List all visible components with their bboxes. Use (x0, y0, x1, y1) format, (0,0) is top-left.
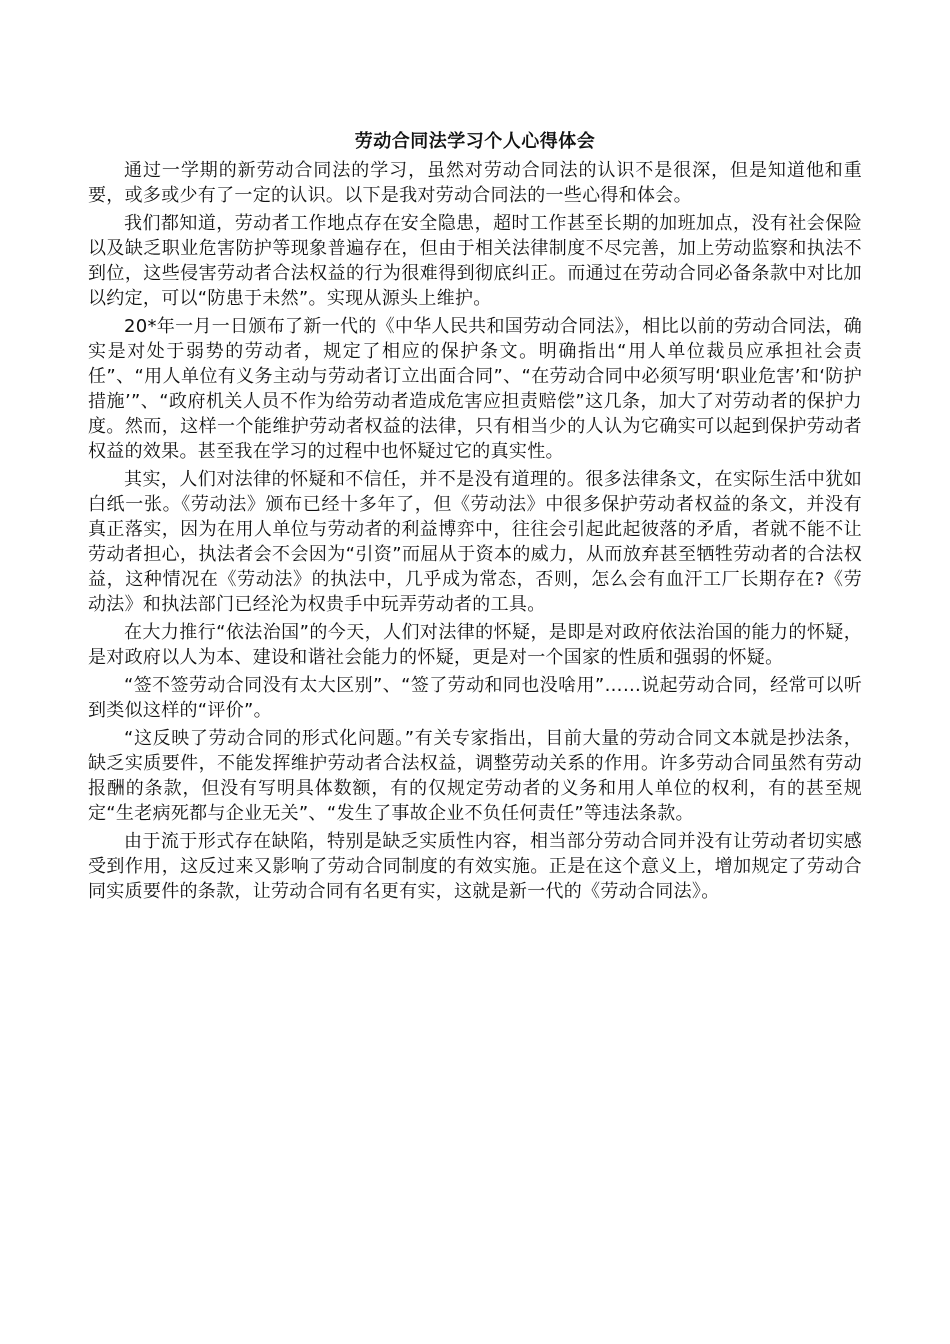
paragraph: 我们都知道，劳动者工作地点存在安全隐患，超时工作甚至长期的加班加点，没有社会保险以及缺乏职业危害防护等现象普遍存在，但由于相关法律制度不尽完善，加上劳动监察和执法不到位，这些侵害劳动者合法权益的行为很难得到彻底纠正。而通过在劳动合同必备条款中对比加以约定，可以“防患于未然”。实现从源头上维护。 (88, 213, 862, 309)
paragraph: 由于流于形式存在缺陷，特别是缺乏实质性内容，相当部分劳动合同并没有让劳动者切实感受到作用，这反过来又影响了劳动合同制度的有效实施。正是在这个意义上，增加规定了劳动合同实质要件的条款，让劳动合同有名更有实，这就是新一代的《劳动合同法》。 (88, 831, 862, 902)
document-title: 劳动合同法学习个人心得体会 (354, 131, 596, 152)
paragraph: 20*年一月一日颁布了新一代的《中华人民共和国劳动合同法》，相比以前的劳动合同法，确实是对处于弱势的劳动者，规定了相应的保护条文。明确指出“用人单位裁员应承担社会责任”、“用人单位有义务主动与劳动者订立出面合同”、“在劳动合同中必须写明‘职业危害’和‘防护措施’”、“政府机关人员不作为给劳动者造成危害应担责赔偿”这几条，加大了对劳动者的保护力度。然而，这样一个能维护劳动者权益的法律，只有相当少的人认为它确实可以起到保护劳动者权益的效果。甚至我在学习的过程中也怀疑过它的真实性。 (88, 316, 862, 462)
paragraph: 在大力推行“依法治国”的今天，人们对法律的怀疑，是即是对政府依法治国的能力的怀疑，是对政府以人为本、建设和谐社会能力的怀疑，更是对一个国家的性质和强弱的怀疑。 (88, 622, 862, 668)
paragraph: 其实，人们对法律的怀疑和不信任，并不是没有道理的。很多法律条文，在实际生活中犹如白纸一张。《劳动法》颁布已经十多年了，但《劳动法》中很多保护劳动者权益的条文，并没有真正落实，因为在用人单位与劳动者的利益博弈中，往往会引起此起彼落的矛盾，者就不能不让劳动者担心，执法者会不会因为“引资”而屈从于资本的威力，从而放弃甚至牺牲劳动者的合法权益，这种情况在《劳动法》的执法中，几乎成为常态，否则，怎么会有血汗工厂长期存在?《劳动法》和执法部门已经沦为权贵手中玩弄劳动者的工具。 (88, 469, 862, 615)
paragraph: “这反映了劳动合同的形式化问题。”有关专家指出，目前大量的劳动合同文本就是抄法条，缺乏实质要件，不能发挥维护劳动者合法权益，调整劳动关系的作用。许多劳动合同虽然有劳动报酬的条款，但没有写明具体数额，有的仅规定劳动者的义务和用人单位的权利，有的甚至规定“生老病死都与企业无关”、“发生了事故企业不负任何责任”等违法条款。 (88, 728, 862, 824)
document-body (88, 158, 862, 907)
paragraph: 通过一学期的新劳动合同法的学习，虽然对劳动合同法的认识不是很深，但是知道他和重要，或多或少有了一定的认识。以下是我对劳动合同法的一些心得和体会。 (88, 160, 862, 206)
paragraph: “签不签劳动合同没有太大区别”、“签了劳动和同也没啥用”……说起劳动合同，经常可以听到类似这样的“评价”。 (88, 675, 862, 721)
